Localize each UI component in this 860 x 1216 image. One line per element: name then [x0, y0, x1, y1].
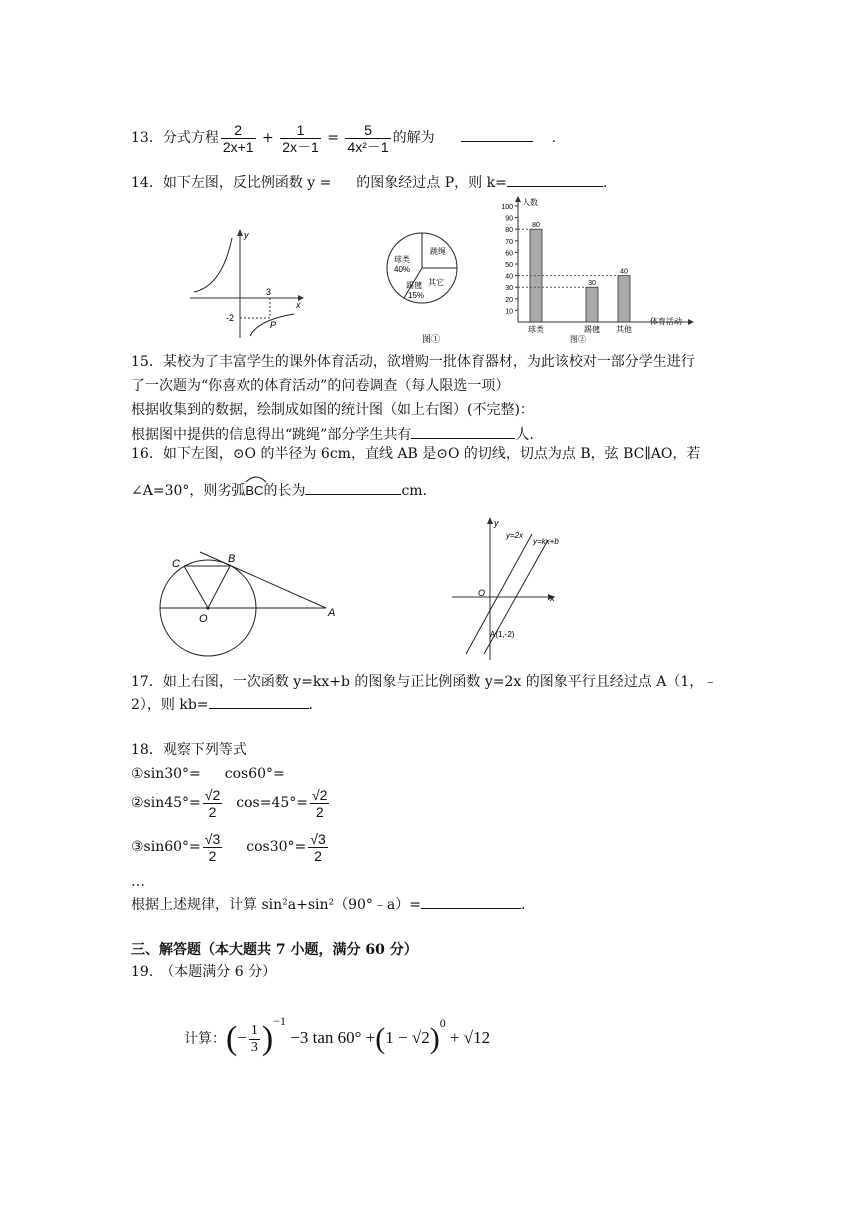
q19-sqrt-term: + √12: [449, 1028, 491, 1047]
q18-cos45: cos=45°=: [236, 795, 308, 811]
bar-y-tick-label: 40: [505, 273, 513, 281]
q14-answer-blank[interactable]: [507, 172, 603, 187]
bar-chart: [490, 196, 710, 344]
minus-sign: −: [237, 1028, 247, 1047]
q16-end: cm.: [401, 483, 428, 499]
bar-value-label: 30: [588, 280, 596, 288]
q13-answer-blank[interactable]: [461, 127, 533, 142]
x-axis-label: x: [296, 300, 301, 310]
fraction-3: $\frac{5}{\text{4x²－1}}$: [347, 121, 389, 155]
equals-sign: =: [327, 130, 339, 146]
q17-answer-blank[interactable]: [209, 694, 309, 709]
pie-label-tiaosheng: 跳绳: [430, 247, 446, 256]
label-b: B: [228, 553, 236, 565]
hyperbola-branch-left: [194, 238, 232, 292]
line-y-kx-b-label: y=kx+b: [533, 537, 559, 546]
q18-answer-blank[interactable]: [421, 894, 521, 909]
bar-y-tick-label: 30: [505, 285, 513, 293]
q17-line-1: 17．如上右图，一次函数 y=kx+b 的图象与正比例函数 y=2x 的图象平行且经过点 A（1，﹣: [131, 674, 718, 690]
q18-row-3: [131, 826, 330, 868]
label-minus-2: -2: [226, 313, 235, 323]
q17-text: 2），则 kb=: [131, 697, 209, 713]
bar-y-tick-label: 70: [505, 238, 513, 246]
arc-bc: BC: [245, 481, 263, 501]
q18-sin45: ②sin45°=: [131, 795, 201, 811]
bar-caption: 图②: [570, 335, 586, 344]
y-axis-label: y: [494, 518, 499, 528]
bar-category-label: 球类: [528, 325, 544, 334]
origin-label: O: [478, 588, 486, 598]
pie-chart: [384, 230, 464, 348]
label-o: O: [199, 613, 208, 625]
sqrt2-over-2-b: $\frac{√2}{2}$: [312, 786, 328, 820]
label-p: P: [270, 320, 277, 330]
bar-y-tick-label: 90: [505, 215, 513, 223]
bar-y-axis-label: 人数: [522, 198, 538, 207]
bar-y-tick-label: 60: [505, 250, 513, 258]
question-18-answer-line: [131, 894, 525, 915]
q18-end: .: [521, 897, 526, 913]
one-third-fraction: $\frac{1}{3}$: [250, 1022, 258, 1055]
bar-x-axis-arrow: [688, 319, 694, 325]
q15-line-1: 15．某校为了丰富学生的课外体育活动，欲增购一批体育器材，为此该校对一部分学生进行: [131, 354, 695, 370]
label-3: 3: [266, 287, 272, 297]
q13-suffix: 的解为: [392, 130, 435, 146]
exponent-0: 0: [439, 1016, 446, 1030]
bar-category-label: 踢毽: [584, 325, 600, 334]
sqrt3-over-2-b: $\frac{√3}{2}$: [310, 830, 326, 864]
sqrt2-over-2-a: $\frac{√2}{2}$: [204, 786, 221, 820]
q18-ellipsis: …: [131, 874, 145, 890]
q16-line-1: 16．如下左图，⊙O 的半径为 6cm，直线 AB 是⊙O 的切线，切点为点 B，弦 BC∥AO，若: [131, 446, 701, 462]
q15-end: 人.: [515, 427, 534, 443]
radius-ob: [208, 566, 230, 608]
pie-label-tijian: 踢毽: [406, 281, 422, 290]
q15-text: 根据图中提供的信息得出“跳绳”部分学生共有: [131, 427, 412, 443]
q18-cos60: cos60°=: [224, 766, 285, 782]
q19-expression: [184, 998, 491, 1058]
question-14: [131, 172, 607, 193]
pie-pct-qiulei: 40%: [394, 265, 411, 274]
y-axis-label: y: [244, 230, 249, 240]
q18-title: 18．观察下列等式: [131, 742, 247, 758]
q19-title: 19. （本题满分 6 分）: [131, 964, 277, 980]
q15-answer-blank[interactable]: [411, 424, 515, 439]
q18-row-2: [131, 782, 331, 824]
bar-y-tick-label: 10: [505, 308, 513, 316]
hyperbola-figure: [186, 224, 304, 340]
question-17-answer-line: [131, 694, 313, 715]
linear-functions-figure: [452, 514, 562, 660]
center-dot: [206, 606, 209, 609]
q18-row-1: [131, 764, 285, 784]
q19-tan-term: −3 tan 60° +: [290, 1028, 376, 1047]
question-16-answer-line: [131, 480, 427, 501]
pie-pct-tijian: 15%: [408, 291, 425, 300]
q16-text-b: 的长为: [263, 483, 306, 499]
label-c: C: [172, 558, 180, 570]
bar-2: [586, 287, 598, 322]
q17-end: .: [308, 697, 313, 713]
exponent-neg1: −1: [273, 1014, 287, 1028]
question-13: [131, 118, 556, 158]
fraction-1: $\frac{2}{2x+1}$: [222, 121, 254, 155]
q16-text-a: ∠A=30°，则劣弧: [131, 483, 246, 499]
q18-last-text: 根据上述规律，计算 sin²a+sin²（90°﹣a）=: [131, 897, 422, 913]
label-a: A: [328, 607, 336, 619]
bar-value-label: 40: [620, 268, 628, 276]
line-y-2x-label: y=2x: [506, 531, 524, 540]
paren2-close: ): [429, 1022, 440, 1056]
paren-open: (: [226, 1020, 238, 1058]
pie-label-qita: 其它: [428, 278, 444, 287]
bar-category-label: 其他: [616, 325, 632, 334]
section-3-title: 三、解答题（本大题共 7 小题，满分 60 分）: [131, 942, 418, 958]
paren2-open: (: [375, 1022, 386, 1056]
q15-line-3: 根据收集到的数据，绘制成如图的统计图（如上右图）(不完整)：: [131, 402, 534, 418]
y-axis-arrow: [487, 517, 493, 524]
q14-text-a: 14．如下左图，反比例函数 y =: [131, 175, 332, 191]
q14-end: .: [602, 175, 608, 191]
arc-symbol: [245, 475, 267, 483]
q13-end: .: [551, 130, 557, 146]
bar-y-tick-label: 80: [505, 227, 513, 235]
plus-sign: +: [262, 130, 274, 146]
y-axis-arrow: [237, 229, 243, 236]
bar-3: [618, 276, 630, 322]
bar-y-tick-label: 20: [505, 296, 513, 304]
bar-value-label: 80: [532, 222, 540, 230]
q19-inner: 1 − √2: [385, 1028, 430, 1047]
pie-caption: 图①: [422, 334, 441, 344]
q16-answer-blank[interactable]: [305, 480, 401, 495]
bar-x-axis-label: 体育活动: [650, 317, 682, 326]
bar-y-tick-label: 50: [505, 262, 513, 269]
bar-y-axis-arrow: [515, 196, 521, 202]
q18-cos30: cos30°=: [246, 839, 307, 855]
q19-label: 计算：: [184, 1031, 226, 1047]
sqrt3-over-2-a: $\frac{√3}{2}$: [204, 830, 221, 864]
paren-close: ): [261, 1020, 274, 1058]
circle-tangent-figure: [150, 546, 348, 666]
radius-oc: [184, 566, 208, 608]
bar-y-tick-label: 100: [501, 204, 513, 211]
fraction-2: $\frac{1}{2x-1}$: [282, 121, 319, 155]
q18-sin60: ③sin60°=: [131, 839, 201, 855]
pie-label-qiulei: 球类: [394, 255, 410, 264]
point-a-label: A(1,-2): [490, 630, 515, 639]
question-15-answer-line: [131, 424, 534, 445]
x-axis-label: x: [550, 593, 555, 603]
q15-line-2: 了一次题为“你喜欢的体育活动”的问卷调查（每人限选一项）: [131, 378, 510, 394]
q13-prefix: 13．分式方程: [131, 130, 219, 146]
tangent-line-ab: [200, 552, 326, 608]
q14-text-b: 的图象经过点 P，则 k=: [356, 175, 507, 191]
q18-sin30: ①sin30°=: [131, 766, 201, 782]
